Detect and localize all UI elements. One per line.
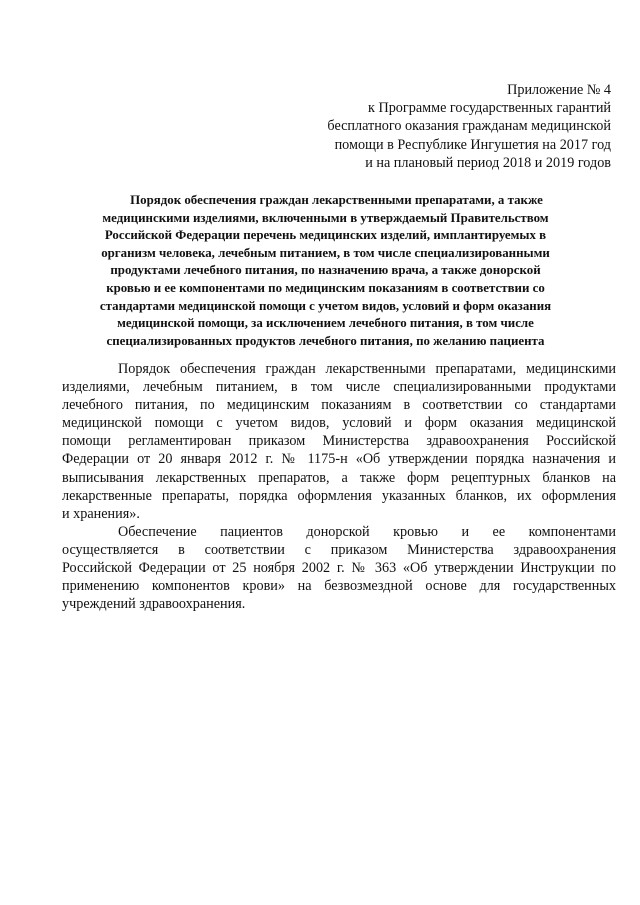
paragraph-line: изделиями, лечебным питанием, в том числе специализированными продуктами: [62, 379, 616, 396]
document-body: [62, 360, 616, 613]
appendix-line: помощи в Республике Ингушетия на 2017 год: [334, 136, 611, 153]
paragraph-drug-provision: [62, 360, 616, 523]
paragraph-line: лекарственные препараты, порядка оформления указанных бланков, их оформления: [62, 487, 616, 504]
title-line: медицинскими изделиями, включенными в утверждаемый Правительством: [102, 210, 549, 225]
title-line: организм человека, лечебным питанием, в том числе специализированными: [101, 245, 550, 260]
title-line: продуктами лечебного питания, по назначению врача, а также донорской: [110, 263, 541, 278]
paragraph-line: Федерации от 20 января 2012 г. № 1175-н «Об утверждении порядка назначения и: [62, 451, 616, 468]
paragraph-line: осуществляется в соответствии с приказом Министерства здравоохранения: [62, 541, 616, 558]
paragraph-line: Российской Федерации от 25 ноября 2002 г. № 363 «Об утверждении Инструкции по: [62, 560, 616, 577]
paragraph-line: и хранения».: [62, 505, 140, 522]
title-line: медицинской помощи, за исключением лечебного питания, в том числе: [117, 316, 534, 331]
paragraph-line: Порядок обеспечения граждан лекарственными препаратами, медицинскими: [118, 361, 616, 377]
appendix-line: к Программе государственных гарантий: [368, 100, 611, 117]
appendix-line: бесплатного оказания гражданам медицинской: [327, 118, 611, 135]
paragraph-line: выписывания лекарственных препаратов, а также форм рецептурных бланков на: [62, 469, 616, 486]
paragraph-line: помощи регламентирован приказом Министерства здравоохранения Российской: [62, 433, 616, 450]
paragraph-line: лечебного питания, по медицинским показаниям в соответствии со стандартами: [62, 397, 616, 414]
appendix-line: и на плановый период 2018 и 2019 годов: [365, 154, 611, 171]
title-line: Порядок обеспечения граждан лекарственными препаратами, а также: [130, 193, 543, 207]
appendix-header: [191, 81, 611, 172]
title-line: стандартами медицинской помощи с учетом видов, условий и форм оказания: [99, 298, 552, 313]
title-line: специализированных продуктов лечебного питания, по желанию пациента: [106, 333, 545, 348]
paragraph-donor-blood: [62, 523, 616, 613]
paragraph-line: Обеспечение пациентов донорской кровью и ее компонентами: [118, 523, 616, 540]
appendix-line: Приложение № 4: [507, 82, 611, 98]
paragraph-line: учреждений здравоохранения.: [62, 596, 246, 613]
document-title: [62, 192, 589, 350]
title-line: кровью и ее компонентами по медицинским показаниям в соответствии со: [106, 280, 545, 295]
paragraph-line: медицинской помощи с учетом видов, условий и форм оказания медицинской: [62, 415, 616, 432]
title-line: Российской Федерации перечень медицинских изделий, имплантируемых в: [104, 228, 547, 243]
paragraph-line: применению компонентов крови» на безвозмездной основе для государственных: [62, 578, 616, 595]
